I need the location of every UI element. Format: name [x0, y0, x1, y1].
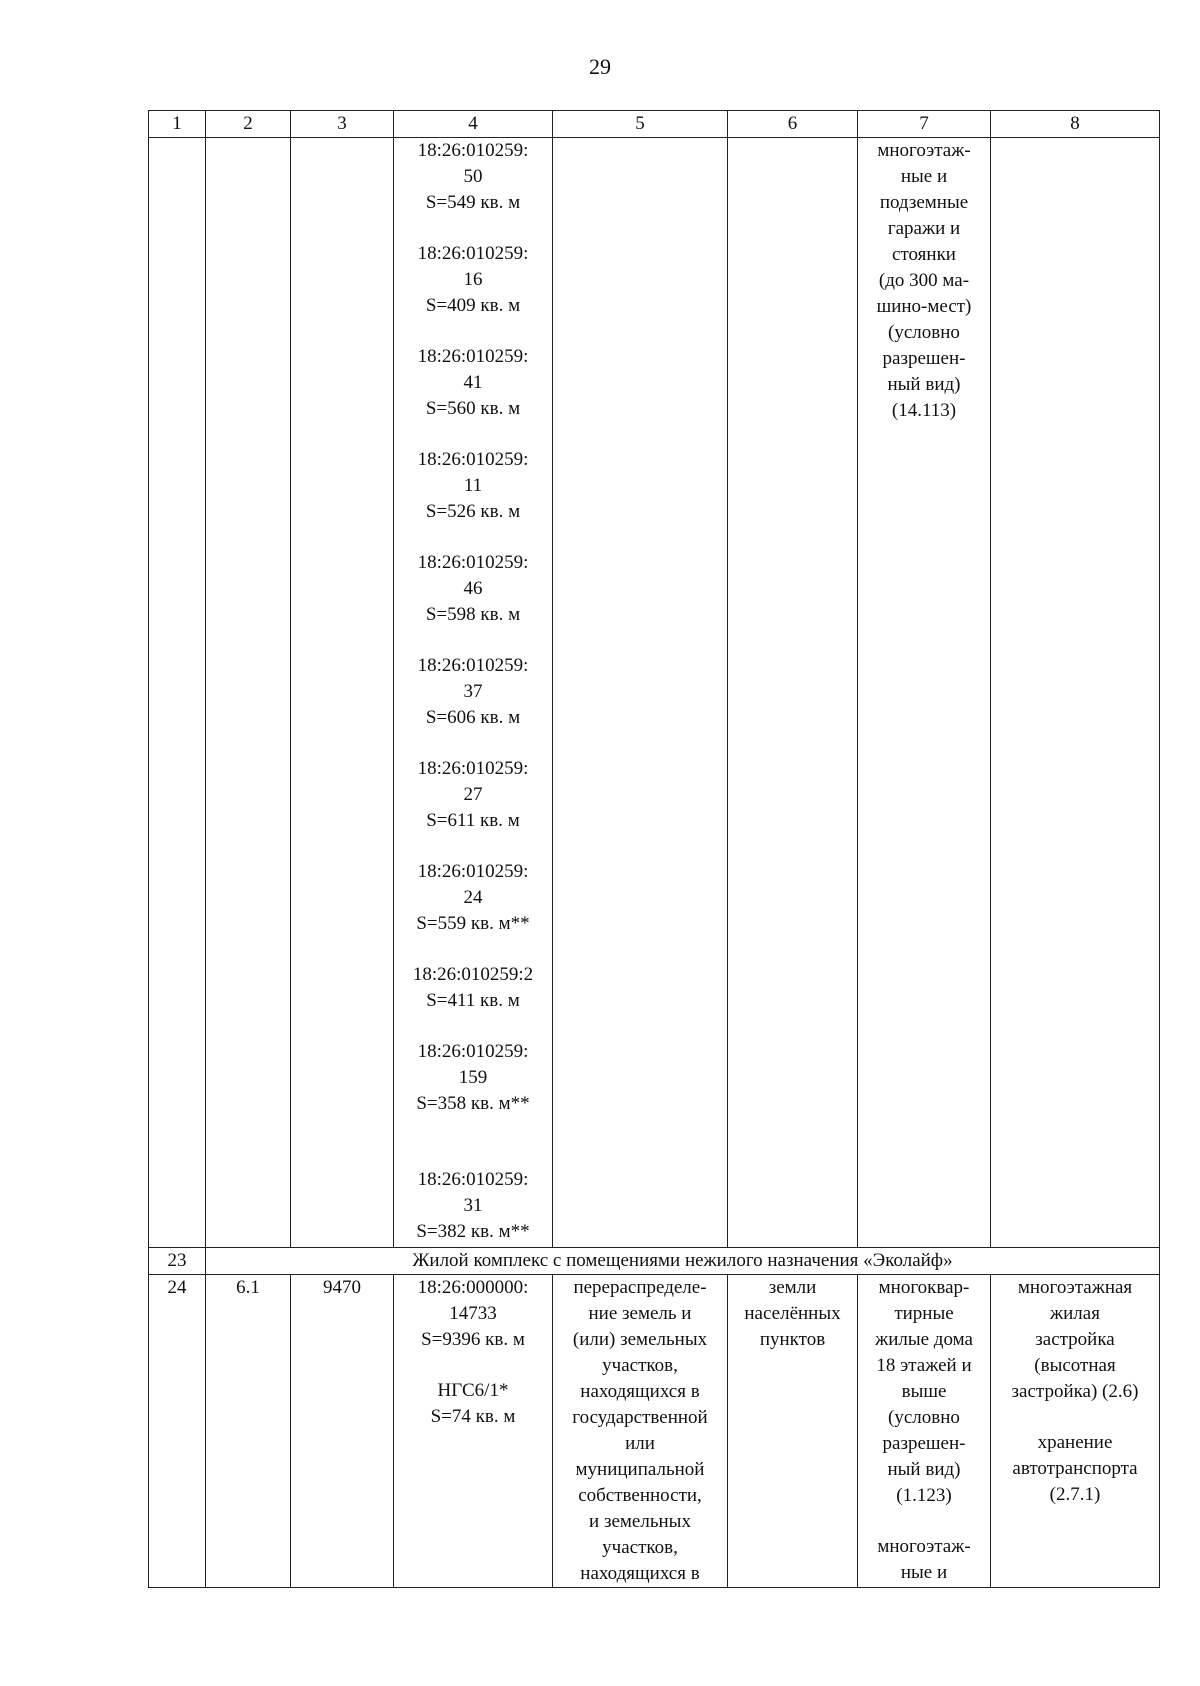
permitted-use-text: многоэтаж- ные и подземные гаражи и стоянки (до 300 ма- шино-мест) (условно разрешен- ный вид) (14.113): [876, 140, 972, 421]
use-type-text: хранение автотранспорта (2.7.1): [1012, 1432, 1138, 1505]
cadastral-numbers-cell: [394, 1275, 553, 1588]
formation-method-cell: [553, 1275, 728, 1588]
cell-empty: [149, 138, 206, 1248]
header-col-7: 7: [858, 111, 991, 138]
cadastral-entry: 18:26:010259:2 S=411 кв. м: [412, 964, 534, 1011]
cadastral-entry: 18:26:010259: 41 S=560 кв. м: [417, 346, 529, 419]
table-row-23: [149, 1248, 1160, 1275]
land-plots-table: [148, 110, 1160, 1588]
cell-empty: [206, 138, 291, 1248]
area-cell: 9470: [291, 1275, 394, 1588]
cell-empty: [991, 138, 1160, 1248]
header-col-4: 4: [394, 111, 553, 138]
use-type-cell: [991, 1275, 1160, 1588]
land-category-cell: [728, 1275, 858, 1588]
cell-empty: [291, 138, 394, 1248]
formation-method-text: перераспределе- ние земель и (или) земельных участков, находящихся в государственной или муниципальной собственности, и земельных участков, находящихся в: [572, 1277, 708, 1584]
cadastral-entry: 18:26:010259: 16 S=409 кв. м: [417, 243, 529, 316]
cadastral-entry: 18:26:010259: 11 S=526 кв. м: [417, 449, 529, 522]
header-col-1: 1: [149, 111, 206, 138]
cadastral-entry: 18:26:010259: 159 S=358 кв. м**: [416, 1041, 530, 1114]
table-row-continued: [149, 138, 1160, 1248]
cadastral-entry: НГС6/1* S=74 кв. м: [430, 1380, 516, 1427]
cadastral-numbers-cell: [394, 138, 553, 1248]
cell-empty: [728, 138, 858, 1248]
header-col-3: 3: [291, 111, 394, 138]
cadastral-entry: 18:26:000000: 14733 S=9396 кв. м: [417, 1277, 529, 1350]
header-col-2: 2: [206, 111, 291, 138]
row-number: 23: [149, 1248, 206, 1275]
land-category-text: земли населённых пунктов: [744, 1277, 841, 1350]
cadastral-entry: 18:26:010259: 24 S=559 кв. м**: [416, 861, 530, 934]
header-row: [149, 111, 1160, 138]
header-col-5: 5: [553, 111, 728, 138]
permitted-use-cell: [858, 138, 991, 1248]
cell-empty: [553, 138, 728, 1248]
cadastral-entry: 18:26:010259: 37 S=606 кв. м: [417, 655, 529, 728]
page-number: 29: [589, 54, 611, 79]
header-col-6: 6: [728, 111, 858, 138]
cadastral-entry: 18:26:010259: 50 S=549 кв. м: [417, 140, 529, 213]
table-row-24: [149, 1275, 1160, 1588]
permitted-use-text: многоэтаж- ные и: [877, 1536, 971, 1583]
cadastral-entry: 18:26:010259: 31 S=382 кв. м**: [416, 1169, 530, 1242]
cadastral-entry: 18:26:010259: 27 S=611 кв. м: [417, 758, 529, 831]
use-type-text: многоэтажная жилая застройка (высотная застройка) (2.6): [1011, 1277, 1139, 1402]
permitted-use-text: многоквар- тирные жилые дома 18 этажей и выше (условно разрешен- ный вид) (1.123): [875, 1277, 973, 1506]
header-col-8: 8: [991, 111, 1160, 138]
permitted-use-cell: [858, 1275, 991, 1588]
cadastral-entry: 18:26:010259: 46 S=598 кв. м: [417, 552, 529, 625]
row-number: 24: [149, 1275, 206, 1588]
zone-code-cell: 6.1: [206, 1275, 291, 1588]
section-title: Жилой комплекс с помещениями нежилого назначения «Эколайф»: [206, 1248, 1160, 1275]
